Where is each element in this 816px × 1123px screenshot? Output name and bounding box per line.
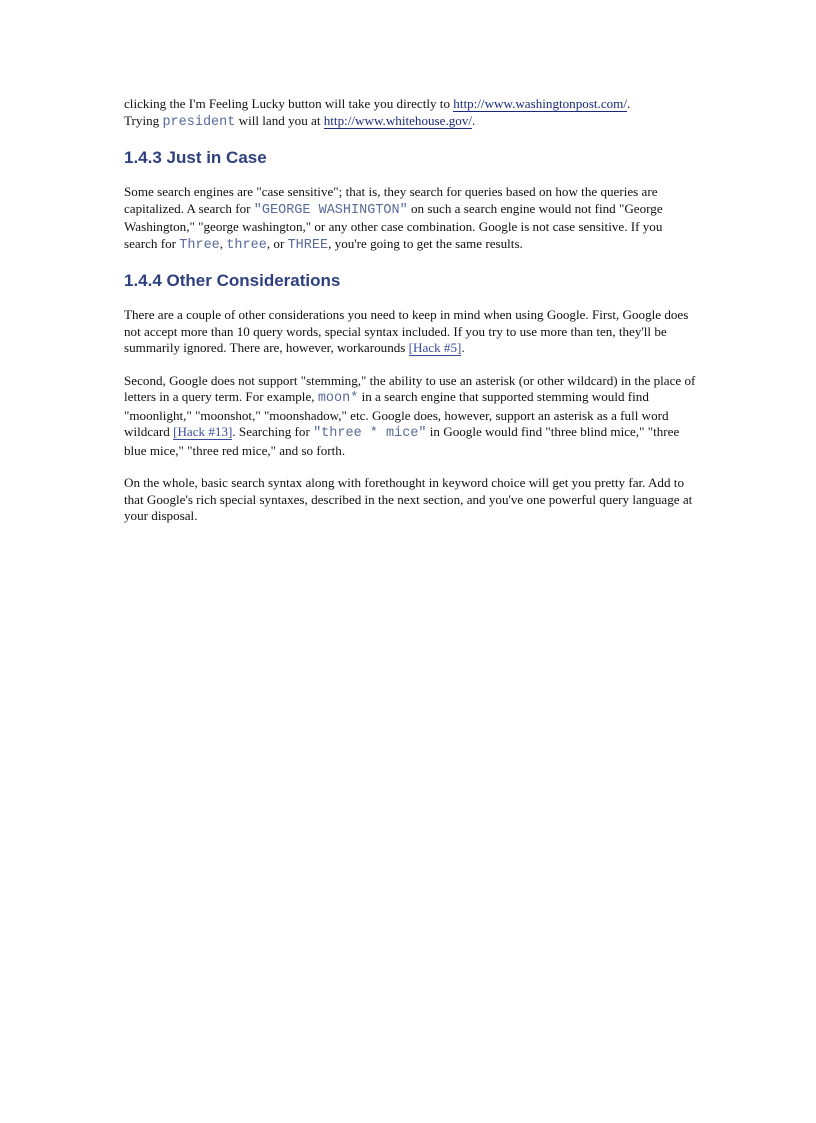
hack-13-link[interactable]: [Hack #13] (173, 424, 233, 439)
case-sensitivity-paragraph (124, 184, 696, 254)
paragraph-text: in a search engine that supported stemming would find "moonlight," "moonshot," "moonshadow," etc. Google does, however, support an asterisk as a full word wildcard (124, 389, 669, 439)
hack-5-link[interactable]: [Hack #5] (408, 340, 462, 355)
code-george-washington: "GEORGE WASHINGTON" (253, 202, 408, 218)
code-president: president (162, 114, 236, 130)
section-heading-other-considerations: 1.4.4 Other Considerations (124, 271, 341, 290)
intro-paragraph (124, 96, 696, 131)
paragraph-text: on such a search engine would not find "George Washington," "george washington," or any other case combination. Google is not case sensitive. If you search for (124, 200, 663, 251)
code-three-capitalized: Three (179, 237, 220, 253)
intro-text: . (627, 96, 631, 111)
paragraph-text: . Searching for (232, 424, 314, 439)
paragraph-text: There are a couple of other considerations you need to keep in mind when using Google. First, Google does not accept more than 10 query words, special syntax included. If you try to use more than ten, they'll be summarily ignored. There are, however, workarounds (124, 307, 689, 355)
section-heading-just-in-case: 1.4.3 Just in Case (124, 148, 267, 167)
whitehouse-link[interactable]: http://www.whitehouse.gov/ (323, 112, 473, 128)
document-page (124, 96, 696, 525)
stemming-paragraph (124, 373, 696, 460)
paragraph-text: . (461, 340, 465, 355)
paragraph-text: in Google would find "three blind mice," "three blue mice," "three red mice," and so forth. (124, 424, 680, 458)
code-moon-wildcard: moon* (317, 391, 359, 406)
paragraph-text: Some search engines are "case sensitive"; that is, they search for queries based on how the queries are capitalized. A search for (124, 184, 658, 216)
code-three-mice: "three * mice" (313, 426, 427, 441)
code-three-upper: THREE (287, 237, 329, 253)
paragraph-text: , you're going to get the same results. (328, 235, 523, 251)
intro-text: will land you at (235, 112, 324, 128)
paragraph-text: , or (266, 235, 288, 251)
summary-paragraph: On the whole, basic search syntax along with forethought in keyword choice will get you pretty far. Add to that Google's rich special syntaxes, described in the next section, and you've one powerful query language at your disposal. (124, 475, 693, 523)
paragraph-text: , (219, 235, 227, 251)
code-three-lower: three (226, 237, 267, 253)
intro-text: clicking the I'm Feeling Lucky button will take you directly to (124, 96, 454, 111)
washingtonpost-link[interactable]: http://www.washingtonpost.com/ (453, 96, 628, 111)
intro-text: . (472, 112, 476, 128)
paragraph-text: Second, Google does not support "stemming," the ability to use an asterisk (or other wildcard) in the place of letters in a query term. For example, (124, 372, 696, 404)
query-limit-paragraph (124, 307, 696, 357)
intro-text: Trying (124, 112, 163, 128)
